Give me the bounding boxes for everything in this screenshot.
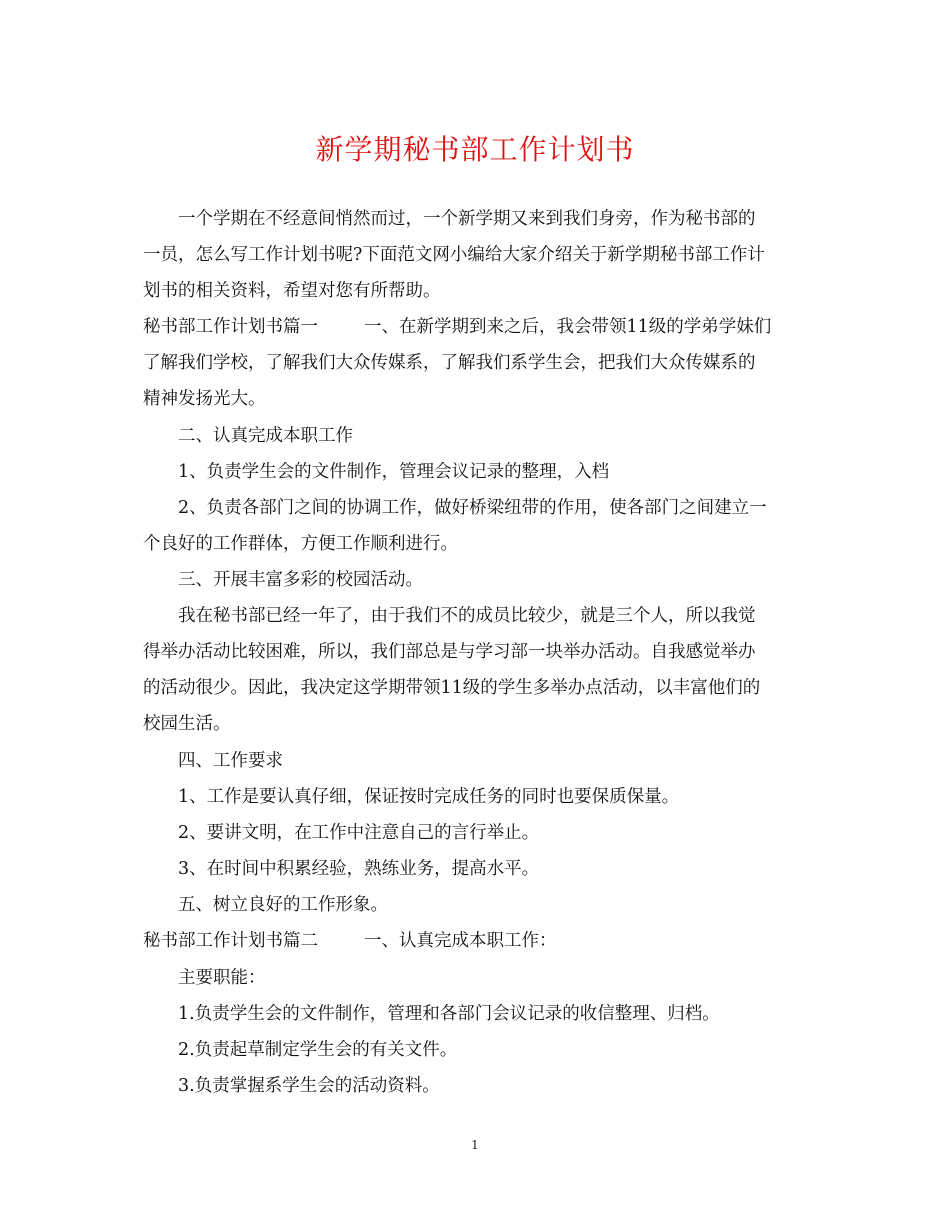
paragraph-line: 了解我们学校，了解我们大众传媒系，了解我们系学生会，把我们大众传媒系的	[143, 353, 756, 373]
paragraph-text: 一、认真完成本职工作：	[364, 931, 557, 951]
paragraph-line: 划书的相关资料，希望对您有所帮助。	[143, 281, 441, 301]
section-heading: 秘书部工作计划书篇二	[143, 931, 318, 951]
paragraph-line: 1、工作是要认真仔细，保证按时完成任务的同时也要保质保量。	[178, 787, 680, 807]
paragraph-line: 三、开展丰富多彩的校园活动。	[178, 570, 423, 590]
paragraph-text: 一、在新学期到来之后，我会带领11级的学弟学妹们	[364, 317, 772, 337]
paragraph-line: 的活动很少。因此，我决定这学期带领11级的学生多举办点活动，以丰富他们的	[143, 678, 761, 698]
paragraph-line: 3、在时间中积累经验，熟练业务，提高水平。	[178, 859, 540, 879]
paragraph-line: 五、树立良好的工作形象。	[178, 895, 388, 915]
paragraph-line: 一个学期在不经意间悄然而过，一个新学期又来到我们身旁，作为秘书部的	[178, 209, 756, 229]
section-heading-line	[143, 316, 771, 338]
paragraph-line: 2、负责各部门之间的协调工作，做好桥梁纽带的作用，使各部门之间建立一	[178, 498, 767, 518]
paragraph-line: 精神发扬光大。	[143, 389, 266, 409]
paragraph-line: 得举办活动比较困难，所以，我们部总是与学习部一块举办活动。自我感觉举办	[143, 642, 756, 662]
document-title: 新学期秘书部工作计划书	[315, 133, 635, 166]
section-heading-line	[143, 930, 557, 952]
paragraph-line: 主要职能：	[178, 968, 266, 988]
paragraph-line: 1、负责学生会的文件制作，管理会议记录的整理，入档	[178, 462, 610, 482]
paragraph-line: 2.负责起草制定学生会的有关文件。	[178, 1040, 458, 1060]
paragraph-line: 3.负责掌握系学生会的活动资料。	[178, 1076, 440, 1096]
paragraph-line: 我在秘书部已经一年了，由于我们不的成员比较少，就是三个人，所以我觉	[178, 606, 756, 626]
paragraph-line: 个良好的工作群体，方便工作顺利进行。	[143, 534, 458, 554]
paragraph-line: 四、工作要求	[178, 751, 283, 771]
paragraph-line: 二、认真完成本职工作	[178, 426, 353, 446]
page-number: 1	[471, 1138, 479, 1152]
section-heading: 秘书部工作计划书篇一	[143, 317, 318, 337]
paragraph-line: 2、要讲文明，在工作中注意自己的言行举止。	[178, 823, 540, 843]
paragraph-line: 校园生活。	[143, 714, 231, 734]
paragraph-line: 1.负责学生会的文件制作，管理和各部门会议记录的收信整理、归档。	[178, 1004, 720, 1024]
paragraph-line: 一员，怎么写工作计划书呢?下面范文网小编给大家介绍关于新学期秘书部工作计	[143, 245, 765, 265]
